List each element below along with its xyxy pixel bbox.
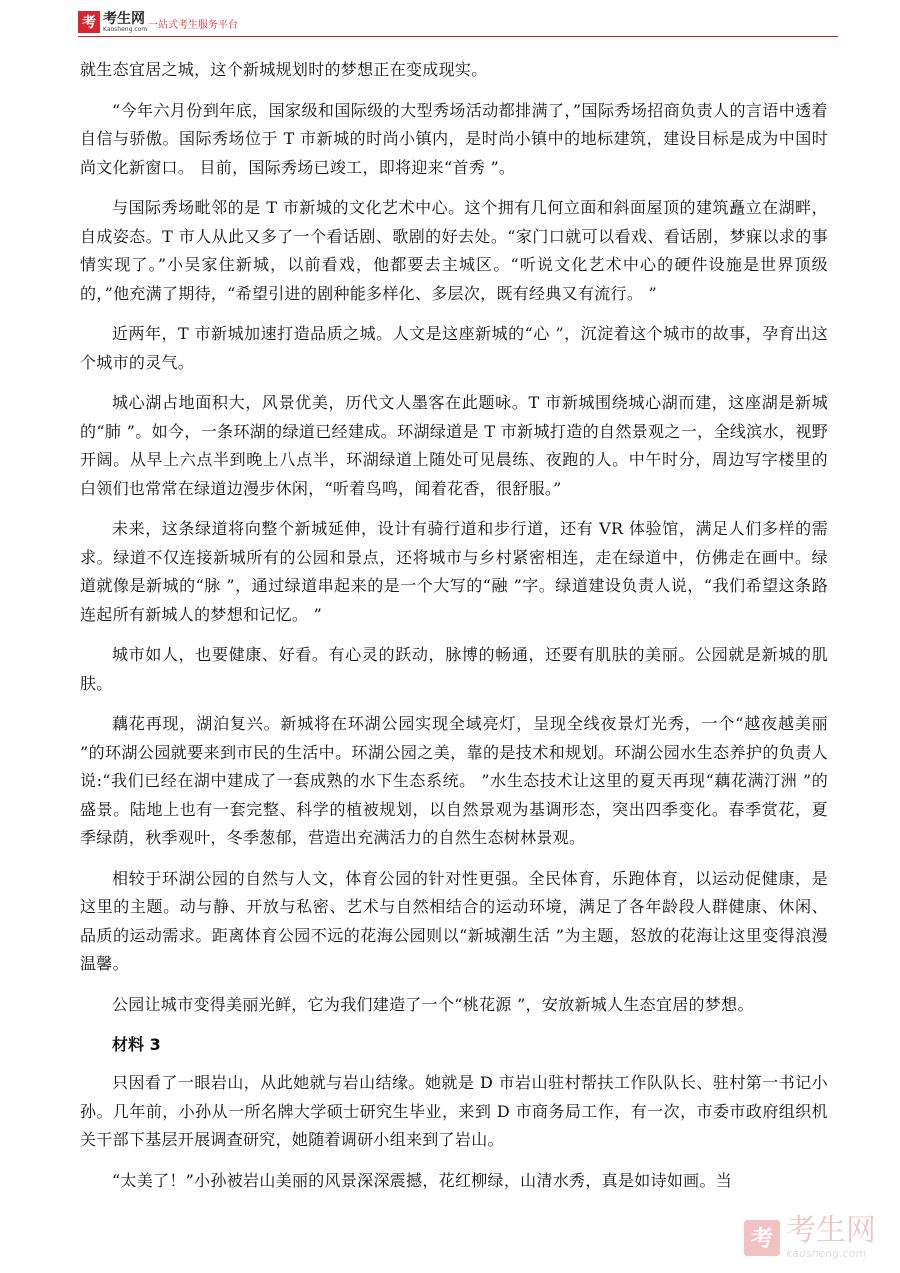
paragraph: “太美了！”小孙被岩山美丽的风景深深震撼，花红柳绿，山清水秀，真是如诗如画。当 — [112, 1170, 733, 1190]
watermark-text — [786, 1213, 876, 1260]
paragraph: 未来，这条绿道将向整个新城延伸，设计有骑行道和步行道，还有 VR 体验馆，满足人们多样的需求。绿道不仅连接新城所有的公园和景点，还将城市与乡村紧密相连，走在绿道中，仿佛走在画中。绿道就像是新城的“脉 ”，通过绿道串起来的是一个大写的“融 ”字。绿道建设负责人说，“我们希望这条路连起所有新城人的梦想和记忆。 ” — [80, 519, 828, 624]
section-heading: 材料 3 — [112, 1035, 161, 1054]
watermark-domain: kaosheng.com — [786, 1247, 867, 1260]
paragraph: 近两年，T 市新城加速打造品质之城。人文是这座新城的“心 ”，沉淀着这个城市的故事，孕育出这个城市的灵气。 — [80, 324, 828, 372]
logo-text — [103, 10, 147, 33]
logo-domain: Kaosheng.com — [103, 26, 148, 33]
paragraph: 相较于环湖公园的自然与人文，体育公园的针对性更强。全民体育，乐跑体育，以运动促健康，是这里的主题。动与静、开放与私密、艺术与自然相结合的运动环境，满足了各年龄段人群健康、休闲、品质的运动需求。距离体育公园不远的花海公园则以“新城潮生活 ”为主题，怒放的花海让这里变得浪漫温馨。 — [80, 868, 828, 973]
site-logo[interactable] — [78, 10, 147, 33]
paragraph: 城心湖占地面积大，风景优美，历代文人墨客在此题咏。T 市新城围绕城心湖而建，这座湖是新城的“肺 ”。如今，一条环湖的绿道已经建成。环湖绿道是 T 市新城打造的自然景观之一，全线滨水，视野开阔。从早上六点半到晚上八点半，环湖绿道上随处可见晨练、夜跑的人。中午时分，周边写字楼里的白领们也常常在绿道边漫步休闲，“听着鸟鸣，闻着花香，很舒服。” — [80, 393, 828, 498]
paragraph: 公园让城市变得美丽光鲜，它为我们建造了一个“桃花源 ”，安放新城人生态宜居的梦想。 — [112, 994, 754, 1014]
header-slogan: 一站式考生服务平台 — [148, 20, 238, 31]
header-divider — [78, 36, 838, 37]
watermark-icon: 考 — [744, 1220, 780, 1256]
logo-name: 考生网 — [103, 11, 145, 27]
paragraph: 就生态宜居之城，这个新城规划时的梦想正在变成现实。 — [80, 60, 488, 79]
logo-icon: 考 — [78, 11, 100, 33]
paragraph: 只因看了一眼岩山，从此她就与岩山结缘。她就是 D 市岩山驻村帮扶工作队队长、驻村第一书记小孙。几年前，小孙从一所名牌大学硕士研究生毕业，来到 D 市商务局工作，有一次，市委市政府组织机关干部下基层开展调查研究，她随着调研小组来到了岩山。 — [80, 1073, 828, 1149]
paragraph: 与国际秀场毗邻的是 T 市新城的文化艺术中心。这个拥有几何立面和斜面屋顶的建筑矗立在湖畔， 自成姿态。T 市人从此又多了一个看话剧、歌剧的好去处。“家门口就可以看戏、看话剧，梦寐以求的事情实现了。”小吴家住新城，以前看戏，他都要去主城区。“听说文化艺术中心的硬件设施是世界顶级的，”他充满了期待，“希望引进的剧种能多样化、多层次，既有经典又有流行。 ” — [80, 198, 828, 303]
watermark-logo — [744, 1213, 876, 1260]
watermark-name: 考生网 — [786, 1213, 876, 1248]
paragraph: “今年六月份到年底，国家级和国际级的大型秀场活动都排满了，”国际秀场招商负责人的言语中透着自信与骄傲。国际秀场位于 T 市新城的时尚小镇内，是时尚小镇中的地标建筑，建设目标是成为中国时尚文化新窗口。 目前，国际秀场已竣工，即将迎来“首秀 ”。 — [80, 100, 828, 177]
paragraph: 城市如人，也要健康、好看。有心灵的跃动，脉博的畅通，还要有肌肤的美丽。公园就是新城的肌肤。 — [80, 645, 828, 693]
document-body — [80, 56, 828, 1207]
paragraph: 藕花再现，湖泊复兴。新城将在环湖公园实现全域亮灯，呈现全线夜景灯光秀，一个“越夜越美丽 ”的环湖公园就要来到市民的生活中。环湖公园之美，靠的是技术和规划。环湖公园水生态养护的负责人说:“我们已经在湖中建成了一套成熟的水下生态系统。 ”水生态技术让这里的夏天再现“藕花满汀洲 ”的盛景。陆地上也有一套完整、科学的植被规划，以自然景观为基调形态，突出四季变化。春季赏花，夏季绿荫，秋季观叶，冬季葱郁，营造出充满活力的自然生态树林景观。 — [80, 714, 828, 847]
page-header — [78, 8, 838, 38]
